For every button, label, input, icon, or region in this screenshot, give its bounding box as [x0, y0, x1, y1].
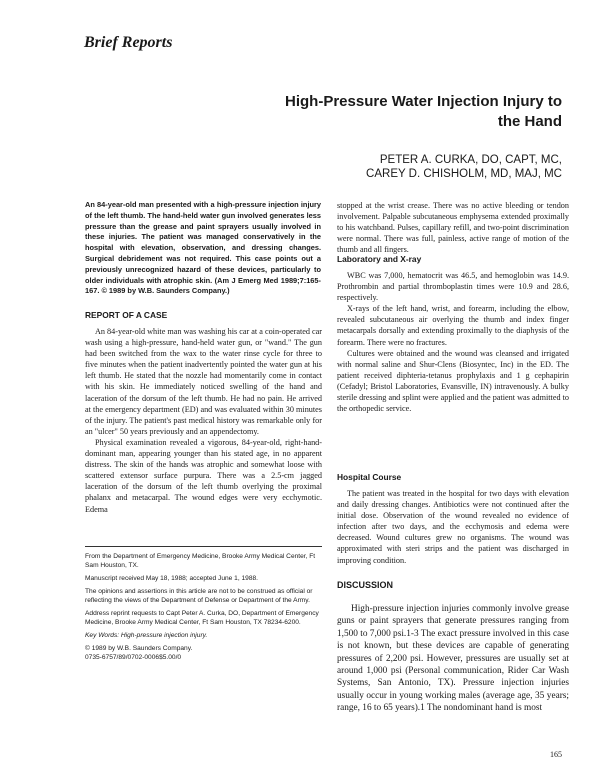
affiliation-note: From the Department of Emergency Medicine, Brooke Army Medical Center, Ft Sam Houston, TX. — [85, 553, 316, 569]
course-heading: Hospital Course — [337, 472, 402, 482]
case-paragraph-1: An 84-year-old white man was washing his car at a coin-operated car wash using a high-pressure, hand-held water gun, or "wand." The gun had been switched from the wax to the water rinse cycle for three to five minutes when the patient inadvertently pointed the water gun at his left thumb. He stated that the nozzle had momentarily come in contact with his skin. He immediately noticed swelling of the hand and laceration of the dorsum of the left thumb. He had no pain. He arrived at the emergency department (ED) and was evaluated within 30 minutes of the injury. The patient's past medical history was remarkable only for an "ulcer" 50 years previously and an appendectomy. — [85, 327, 322, 436]
issn-note: 0735-6757/89/0702-0006$5.00/0 — [85, 654, 182, 661]
abstract: An 84-year-old man presented with a high-pressure injection injury of the left thumb. The hand-held water gun involved generates less pressure than the grease and paint sprayers usually involved in these injuries. The patient was managed conservatively in the hospital with elevation, observation, and dressing changes. Surgical debridement was not required. This case points out a previously unrecognized hazard of these devices, particularly to older individuals with atrophic skin. (Am J Emerg Med 1989;7:165-167. © 1989 by W.B. Saunders Company.) — [85, 200, 321, 296]
lab-paragraph-1: WBC was 7,000, hematocrit was 46.5, and hemoglobin was 14.9. Prothrombin and partial thromboplastin times were 10.9 and 28.6, respectively. — [337, 271, 569, 303]
right-column-body — [337, 200, 569, 255]
copyright-note: © 1989 by W.B. Saunders Company. — [85, 645, 193, 652]
discussion-paragraph: High-pressure injection injuries commonly involve grease guns or paint sprayers that generate pressures ranging from 1,500 to 7,000 psi.1-3 The exact pressure involved in this case is not known, but these devices are capable of generating pressures of 2,200 psi. However, pressures are usually set at around 1,000 psi (Personal communication, Rider Car Wash Systems, San Antonio, TX). Pressure injection injuries usually occur in young working males (average age, 35 years; range, 16 to 65 years).1 The nondominant hand is most — [337, 604, 569, 714]
article-title — [182, 92, 562, 132]
title-line-1: High-Pressure Water Injection Injury to — [285, 93, 562, 110]
keywords-note: Key Words: High-pressure injection injury. — [85, 632, 208, 639]
course-section — [337, 488, 569, 566]
author-2: CAREY D. CHISHOLM, MD, MAJ, MC — [366, 168, 562, 180]
disclaimer-note: The opinions and assertions in this article are not to be construed as official or reflecting the views of the Department of Defense or Department of the Army. — [85, 588, 313, 604]
discussion-section — [337, 603, 569, 715]
footnote-divider — [85, 546, 322, 547]
section-label: Brief Reports — [84, 34, 173, 51]
left-column-body — [85, 326, 322, 515]
lab-section — [337, 270, 569, 414]
lab-paragraph-3: Cultures were obtained and the wound was cleansed and irrigated with normal saline and Shur-Clens (Biosyntec, Inc) in the ED. The patient received diphteria-tetanus prophylaxis and 1 g cephapirin (Cefadyl; Bristol Laboratories, Evansville, IN) intravenously. A bulky sterile dressing and splint were applied and the patient was admitted to the orthopedic service. — [337, 348, 569, 414]
exam-continuation: stopped at the wrist crease. There was no active bleeding or tendon involvement. Palpable subcutaneous emphysema extended proximally to his watchband. Pulses, capillary refill, and two-point discrimination were normal. There was full, painless, active range of motion of the thumb and all fingers. — [337, 201, 569, 255]
lab-heading: Laboratory and X-ray — [337, 254, 422, 264]
footnotes — [85, 552, 322, 666]
page-number: 165 — [550, 750, 562, 759]
course-paragraph: The patient was treated in the hospital for two days with elevation and daily dressing changes. Antibiotics were not continued after the initial dose. Observation of the wound revealed no evidence of infection after two days, and the ecchymosis and edema were decreased. Wound cultures grew no organisms. The wound was approximated with steri strips and the patient was discharged in improving condition. — [337, 489, 569, 565]
received-note: Manuscript received May 18, 1988; accepted June 1, 1988. — [85, 575, 259, 582]
author-1: PETER A. CURKA, DO, CAPT, MC, — [379, 154, 562, 166]
discussion-heading: DISCUSSION — [337, 580, 394, 590]
reprint-note: Address reprint requests to Capt Peter A. Curka, DO, Department of Emergency Medicine, Brooke Army Medical Center, Ft Sam Houston, TX 78234-6200. — [85, 610, 319, 626]
case-paragraph-2: Physical examination revealed a vigorous, 84-year-old, right-hand-dominant man, appearing younger than his stated age, in no apparent distress. The skin of the hands was atrophic and somewhat loose with scattered extensor surface purpura. There was a 2.5-cm jagged laceration of the dorsum of the left thumb overlying the proximal phalanx and metacarpal. The wound edges were very ecchymotic. Edema — [85, 437, 322, 514]
title-line-2: the Hand — [497, 113, 562, 130]
report-heading: REPORT OF A CASE — [85, 310, 168, 320]
lab-paragraph-2: X-rays of the left hand, wrist, and forearm, including the elbow, revealed subcutaneous air overlying the thumb and index finger metacarpals dorsally and extending proximally to the diaphysis of the forearm. There were no fractures. — [337, 304, 569, 347]
